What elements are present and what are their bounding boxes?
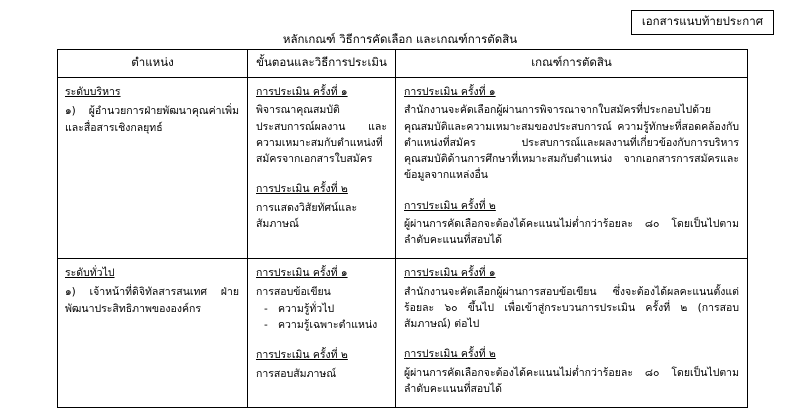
criteria-round1-text: สำนักงานจะคัดเลือกผู้ผ่านการพิจารณาจากใบสมัครที่ประกอบไปด้วย คุณสมบัติและความเหมาะสมของประสบการณ์ ความรู้ทักษะที่สอดคล้องกับตำแหน่งที่สมัคร ประสบการณ์และผลงานที่เกี่ยวข้องกับการบริหาร คุณสมบัติด้านการศึกษาที่เหมาะสมกับตำแหน่ง จากเอกสารการสมัครและข้อมูลจากแหล่งอื่น <box>404 104 739 182</box>
steps-round1-text: พิจารณาคุณสมบัติ ประสบการณ์ผลงาน และความเหมาะสมกับตำแหน่งที่สมัครจากเอกสารใบสมัคร <box>256 104 387 166</box>
page-title: หลักเกณฑ์ วิธีการคัดเลือก และเกณฑ์การตัดสิน <box>282 32 518 46</box>
criteria-round2-title: การประเมิน ครั้งที่ ๒ <box>404 348 496 361</box>
steps-round2-title: การประเมิน ครั้งที่ ๒ <box>256 183 348 196</box>
steps-round1-title: การประเมิน ครั้งที่ ๑ <box>256 267 348 280</box>
column-header-position: ตำแหน่ง <box>58 50 248 78</box>
column-header-criteria: เกณฑ์การตัดสิน <box>396 50 748 78</box>
criteria-round2-text: ผู้ผ่านการคัดเลือกจะต้องได้คะแนนไม่ต่ำกว่าร้อยละ ๘๐ โดยเป็นไปตามลำดับคะแนนที่สอบได้ <box>404 217 739 247</box>
criteria-round1-title: การประเมิน ครั้งที่ ๑ <box>404 267 496 280</box>
attachment-label: เอกสารแนบท้ายประกาศ <box>631 10 774 35</box>
cell-steps <box>248 78 396 259</box>
steps-round1-text: การสอบข้อเขียน <box>256 285 331 298</box>
position-item: ๑) ผู้อำนวยการฝ่ายพัฒนาคุณค่าเพิ่มและสื่อสารเชิงกลยุทธ์ <box>65 104 239 134</box>
steps-round2-title: การประเมิน ครั้งที่ ๒ <box>256 349 348 362</box>
position-level: ระดับบริหาร <box>65 86 121 98</box>
steps-round1-bullets <box>256 301 387 334</box>
table-row <box>58 78 748 259</box>
steps-round2-text: การสอบสัมภาษณ์ <box>256 367 337 380</box>
table-header-row <box>58 50 748 78</box>
cell-criteria <box>396 78 748 259</box>
criteria-table <box>57 49 748 408</box>
list-item: - ความรู้เฉพาะตำแหน่ง <box>278 317 387 333</box>
criteria-round1-text: สำนักงานจะคัดเลือกผู้ผ่านการสอบข้อเขียน ซึ่งจะต้องได้ผลคะแนนตั้งแต่ร้อยละ ๖๐ ขึ้นไป เพื่อเข้าสู่กระบวนการประเมิน ครั้งที่ ๒ (การสอบสัมภาษณ์) ต่อไป <box>404 285 739 331</box>
steps-round2-text: การแสดงวิสัยทัศน์และสัมภาษณ์ <box>256 201 358 230</box>
column-header-steps: ขั้นตอนและวิธีการประเมิน <box>248 50 396 78</box>
criteria-round1-title: การประเมิน ครั้งที่ ๑ <box>404 86 496 98</box>
cell-steps <box>248 259 396 408</box>
criteria-round2-title: การประเมิน ครั้งที่ ๒ <box>404 199 496 212</box>
position-level: ระดับทั่วไป <box>65 267 115 280</box>
table-row <box>58 259 748 408</box>
list-item: - ความรู้ทั่วไป <box>278 301 387 317</box>
criteria-round2-text: ผู้ผ่านการคัดเลือกจะต้องได้คะแนนไม่ต่ำกว่าร้อยละ ๘๐ โดยเป็นไปตามลำดับคะแนนที่สอบได้ <box>404 366 739 395</box>
steps-round1-title: การประเมิน ครั้งที่ ๑ <box>256 86 348 98</box>
cell-criteria <box>396 259 748 408</box>
position-item: ๑) เจ้าหน้าที่ดิจิทัลสารสนเทศ ฝ่ายพัฒนาประสิทธิภาพขององค์กร <box>65 286 239 315</box>
cell-position <box>58 259 248 408</box>
cell-position <box>58 78 248 259</box>
